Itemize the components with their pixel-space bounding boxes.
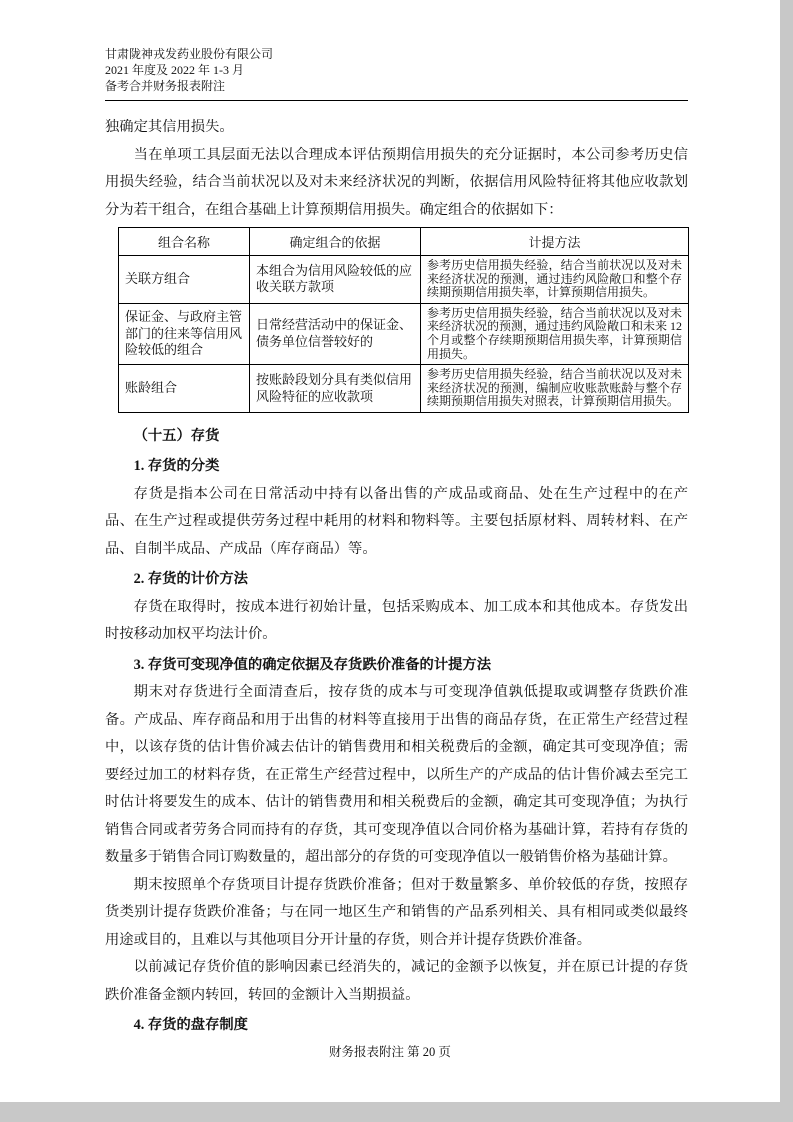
- cell-method: 参考历史信用损失经验，结合当前状况以及对未来经济状况的预测，通过违约风险敞口和整个存续期预期信用损失率，计算预期信用损失。: [421, 256, 689, 304]
- cell-basis: 本组合为信用风险较低的应收关联方款项: [250, 256, 421, 304]
- subsection-1-title: 1. 存货的分类: [133, 458, 220, 475]
- page-header: [105, 46, 688, 94]
- cell-basis: 日常经营活动中的保证金、债务单位信誉较好的: [250, 303, 421, 364]
- subsection-3-title: 3. 存货可变现净值的确定依据及存货跌价准备的计提方法: [133, 656, 492, 673]
- subsection-4-title: 4. 存货的盘存制度: [133, 1017, 248, 1034]
- column-header-basis: 确定组合的依据: [250, 228, 421, 256]
- cell-method: 参考历史信用损失经验，结合当前状况以及对未来经济状况的预测，编制应收账款账龄与整个存续期预期信用损失对照表，计算预期信用损失。: [421, 365, 689, 413]
- cell-basis: 按账龄段划分具有类似信用风险特征的应收款项: [250, 365, 421, 413]
- header-divider: [105, 100, 688, 101]
- column-header-method: 计提方法: [421, 228, 689, 256]
- paragraph-nrv-1: 期末对存货进行全面清查后，按存货的成本与可变现净值孰低提取或调整存货跌价准备。产成品、库存商品和用于出售的材料等直接用于出售的商品存货，在正常生产经营过程中，以该存货的估计售价减去估计的销售费用和相关税费后的金额，确定其可变现净值；需要经过加工的材料存货，在正常生产经营过程中，以所生产的产成品的估计售价减去至完工时估计将要发生的成本、估计的销售费用和相关税费后的金额，确定其可变现净值；为执行销售合同或者劳务合同而持有的存货，其可变现净值以合同价格为基础计算，若持有存货的数量多于销售合同订购数量的，超出部分的存货的可变现净值以一般销售价格为基础计算。: [105, 684, 688, 866]
- paragraph-inventory-classification: 存货是指本公司在日常活动中持有以备出售的产成品或商品、处在生产过程中的在产品、在生产过程或提供劳务过程中耗用的材料和物料等。主要包括原材料、周转材料、在产品、自制半成品、产成品（库存商品）等。: [105, 485, 688, 557]
- paragraph-nrv-2: 期末按照单个存货项目计提存货跌价准备；但对于数量繁多、单价较低的存货，按照存货类别计提存货跌价准备；与在同一地区生产和销售的产品系列相关、具有相同或类似最终用途或目的，且难以与其他项目分开计量的存货，则合并计提存货跌价准备。: [105, 876, 688, 948]
- carryover-paragraph: 独确定其信用损失。: [105, 119, 234, 135]
- cell-method: 参考历史信用损失经验，结合当前状况以及对未来经济状况的预测，通过违约风险敞口和未来 12 个月或整个存续期预期信用损失率，计算预期信用损失。: [421, 303, 689, 364]
- section-heading-inventory: （十五）存货: [133, 427, 220, 444]
- page-footer: 财务报表附注 第 20 页: [329, 1045, 451, 1059]
- paragraph-nrv-3: 以前减记存货价值的影响因素已经消失的，减记的金额予以恢复，并在原已计提的存货跌价准备金额内转回，转回的金额计入当期损益。: [105, 959, 688, 1003]
- table-header-row: [119, 228, 689, 256]
- credit-loss-groups-table: [118, 227, 689, 413]
- table-row: [119, 303, 689, 364]
- cell-group-name: 账龄组合: [119, 365, 250, 413]
- report-period: 2021 年度及 2022 年 1-3 月: [105, 63, 244, 77]
- report-title: 备考合并财务报表附注: [105, 79, 226, 93]
- cell-group-name: 保证金、与政府主管部门的往来等信用风险较低的组合: [119, 303, 250, 364]
- paragraph-inventory-valuation: 存货在取得时，按成本进行初始计量，包括采购成本、加工成本和其他成本。存货发出时按移动加权平均法计价。: [105, 598, 688, 643]
- column-header-group-name: 组合名称: [119, 228, 250, 256]
- cell-group-name: 关联方组合: [119, 256, 250, 304]
- subsection-2-title: 2. 存货的计价方法: [133, 571, 248, 588]
- table-row: [119, 365, 689, 413]
- document-body: [105, 114, 688, 1040]
- table-row: [119, 256, 689, 304]
- intro-paragraph: 当在单项工具层面无法以合理成本评估预期信用损失的充分证据时，本公司参考历史信用损失经验，结合当前状况以及对未来经济状况的判断，依据信用风险特征将其他应收款划分为若干组合，在组合基础上计算预期信用损失。确定组合的依据如下：: [105, 146, 688, 218]
- company-name: 甘肃陇神戎发药业股份有限公司: [105, 47, 274, 61]
